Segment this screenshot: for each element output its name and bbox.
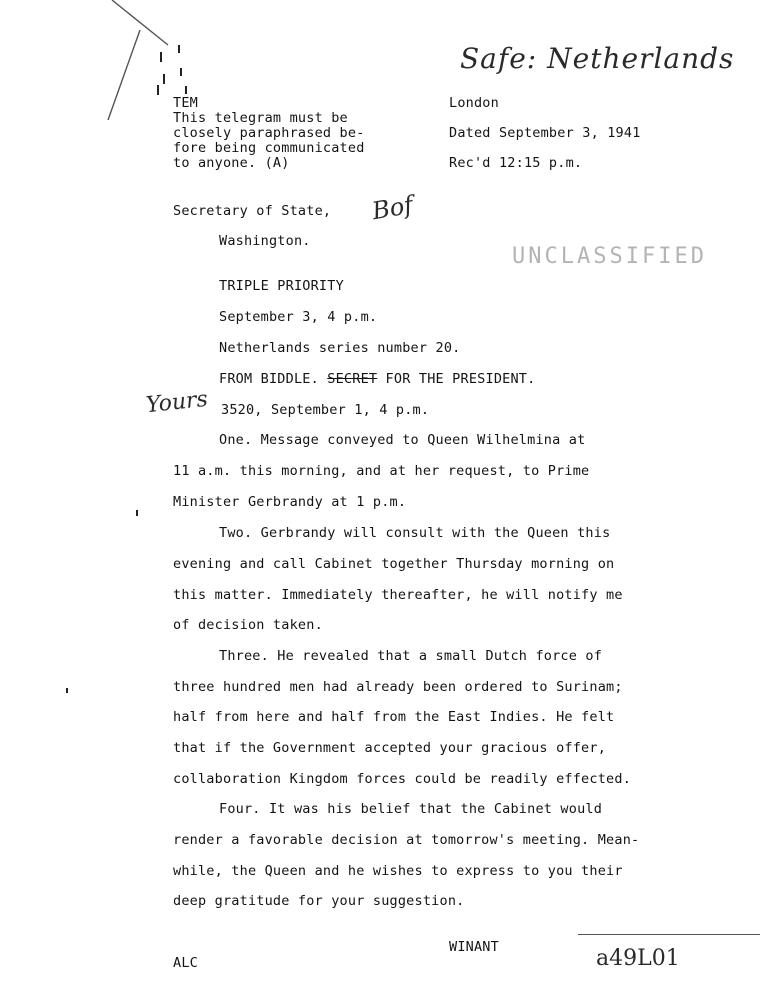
para-4-line-2: render a favorable decision at tomorrow's meeting. Mean- <box>173 832 640 848</box>
addressee-line-2: Washington. <box>219 233 311 249</box>
sender-initials: ALC <box>173 955 198 971</box>
para-1-line-3: Minister Gerbrandy at 1 p.m. <box>173 494 407 510</box>
paraphrase-notice-1: This telegram must be <box>173 110 348 126</box>
para-4-line-4: deep gratitude for your suggestion. <box>173 893 465 909</box>
para-1-line-2: 11 a.m. this morning, and at her request, to Prime <box>173 463 590 479</box>
struck-classification: SECRET <box>327 371 378 387</box>
para-2-line-3: this matter. Immediately thereafter, he will notify me <box>173 587 623 603</box>
dated: Dated September 3, 1941 <box>449 125 641 141</box>
paraphrase-notice-4: to anyone. (A) <box>173 155 290 171</box>
para-3-line-4: that if the Government accepted your gracious offer, <box>173 740 607 756</box>
scan-mark <box>136 510 138 516</box>
from-line <box>219 371 535 388</box>
place: London <box>449 95 499 111</box>
para-1-line-1: One. Message conveyed to Queen Wilhelmina at <box>219 432 586 448</box>
para-3-line-3: half from here and half from the East Indies. He felt <box>173 709 615 725</box>
para-2-line-1: Two. Gerbrandy will consult with the Queen this <box>219 525 611 541</box>
para-3-line-2: three hundred men had already been ordered to Surinam; <box>173 679 623 695</box>
para-4-line-3: while, the Queen and he wishes to express to you their <box>173 863 623 879</box>
para-4-line-1: Four. It was his belief that the Cabinet would <box>219 801 603 817</box>
series: Netherlands series number 20. <box>219 340 461 356</box>
addressee-line-1: Secretary of State, <box>173 203 332 219</box>
handwritten-file-note: Safe: Netherlands <box>460 42 735 75</box>
scan-mark <box>185 86 187 94</box>
footer-rule <box>578 934 760 935</box>
reference: 3520, September 1, 4 p.m. <box>221 402 430 418</box>
date-time: September 3, 4 p.m. <box>219 309 378 325</box>
paraphrase-notice-2: closely paraphrased be- <box>173 125 365 141</box>
from-suffix: FOR THE PRESIDENT. <box>377 371 536 387</box>
classification-stamp: UNCLASSIFIED <box>512 244 707 269</box>
para-3-line-5: collaboration Kingdom forces could be readily effected. <box>173 771 632 787</box>
scan-mark <box>66 688 68 693</box>
received: Rec'd 12:15 p.m. <box>449 155 583 171</box>
signature: WINANT <box>449 939 499 955</box>
scan-streak <box>50 0 170 120</box>
para-3-line-1: Three. He revealed that a small Dutch force of <box>219 648 603 664</box>
priority: TRIPLE PRIORITY <box>219 278 344 294</box>
handwritten-initials: Bof <box>369 190 416 226</box>
handwritten-document-number: a49L01 <box>596 946 680 971</box>
scan-mark <box>180 68 182 76</box>
handwritten-reference: Yours <box>144 386 209 419</box>
para-2-line-2: evening and call Cabinet together Thursday morning on <box>173 556 615 572</box>
handler-code: TEM <box>173 95 198 111</box>
paraphrase-notice-3: fore being communicated <box>173 140 365 156</box>
from-prefix: FROM BIDDLE. <box>219 371 328 387</box>
para-2-line-4: of decision taken. <box>173 617 323 633</box>
scan-mark <box>178 45 180 53</box>
